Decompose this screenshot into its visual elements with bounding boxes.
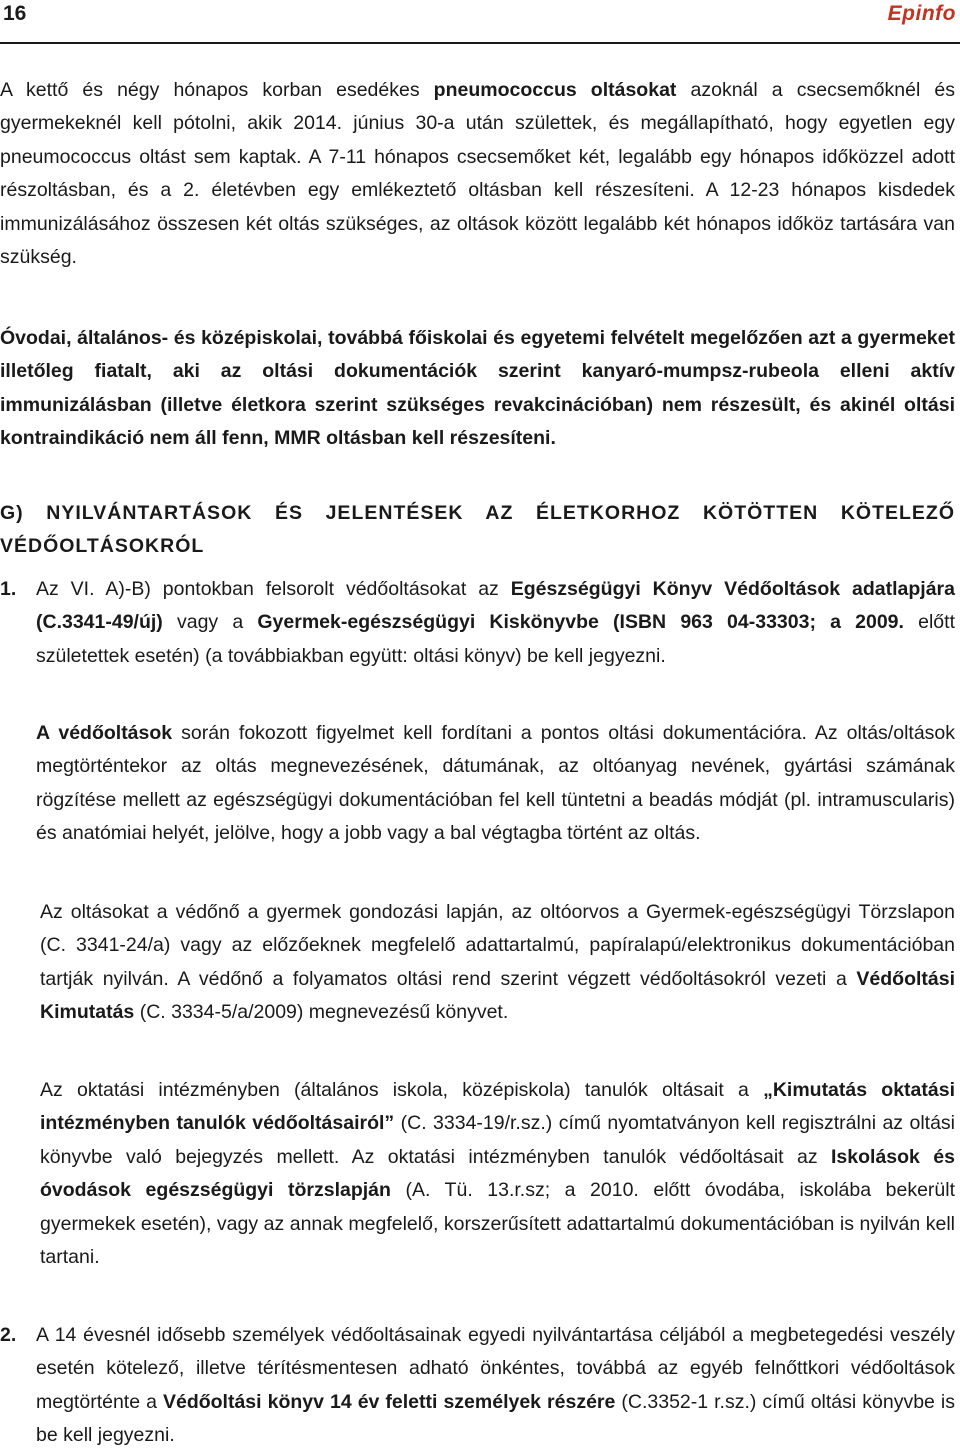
item-2-paragraph — [36, 1319, 955, 1453]
text: Az VI. A)-B) pontokban felsorolt védőoltásokat az — [36, 578, 511, 600]
page-number: 16 — [3, 2, 27, 25]
section-heading: G) NYILVÁNTARTÁSOK ÉS JELENTÉSEK AZ ÉLETKORHOZ KÖTÖTTEN KÖTELEZŐ VÉDŐOLTÁSOKRÓL — [0, 502, 955, 557]
text: előtt születettek esetén) (a továbbiakban együtt: oltási könyv) be kell jegyezni. — [36, 611, 955, 667]
text: vagy a — [162, 611, 258, 634]
paragraph-pneumococcus — [0, 74, 955, 274]
item-1-paragraph — [36, 573, 955, 673]
item-1-paragraph-registry — [40, 896, 955, 1030]
text: A kettő és négy hónapos korban esedékes — [0, 79, 434, 101]
text: Az oktatási intézményben (általános iskola, középiskola) tanulók oltásait a — [40, 1079, 764, 1101]
text: (C.3352-1 r.sz.) című oltási könyvbe is be kell jegyezni. — [36, 1390, 955, 1447]
bold-text: Védőoltási Kimutatás — [40, 967, 955, 1024]
item-1-paragraph-documentation — [36, 717, 955, 851]
text: Az oltásokat a védőnő a gyermek gondozási lapján, az oltóorvos a Gyermek-egészségügyi Törzslapon (C. 3341-24/a) vagy az előzőeknek megfelelő adattartalmú, papíralapú/elektronikus dokumentációban tartják nyilván. A védőnő a folyamatos oltási rend szerint végzett védőoltásokról vezeti a — [40, 901, 955, 990]
page-header — [0, 0, 960, 44]
bold-text: Gyermek-egészségügyi Kiskönyvbe (ISBN 963 04-33303; a 2009. — [257, 611, 904, 634]
item-number-2: 2. — [0, 1324, 17, 1346]
item-number-1: 1. — [0, 578, 17, 600]
paragraph-mmr: Óvodai, általános- és középiskolai, továbbá főiskolai és egyetemi felvételt megelőzően azt a gyermeket illetőleg fiatalt, aki az oltási dokumentációk szerint kanyaró-mumpsz-rubeola elleni aktív immunizálásban (illetve életkora szerint szükséges revakcinációban) nem részesült, és akinél oltási kontraindikáció nem áll fenn, MMR oltásban kell részesíteni. — [0, 327, 955, 450]
bold-text: Védőoltási könyv 14 év feletti személyek részére — [162, 1390, 616, 1413]
text: azoknál a csecsemőknél és gyermekeknél kell pótolni, akik 2014. június 30-a után születtek, és megállapítható, hogy egyetlen egy pneumococcus oltást sem kaptak. A 7-11 hónapos csecsemőket két, legalább egy hónapos időközzel adott részoltásban, és a 2. életévben egy emlékeztető oltásban kell részesíteni. A 12-23 hónapos kisdedek immunizálásához összesen két oltás szükséges, az oltások között legalább két hónapos időköz tartására van szükség. — [0, 79, 955, 269]
bold-text: „Kimutatás oktatási intézményben tanulók védőoltásairól” — [40, 1079, 956, 1135]
item-1-paragraph-school — [40, 1074, 955, 1274]
bold-text: pneumococcus oltásokat — [433, 79, 677, 101]
bold-text: Iskolások és óvodások egészségügyi törzslapján — [40, 1145, 955, 1202]
text: során fokozott figyelmet kell fordítani a pontos oltási dokumentációra. Az oltás/oltások megtörténtekor az oltás megnevezésének, dátumának, az oltóanyag nevének, gyártási számának rögzítése mellett az egészségügyi dokumentációban fel kell tüntetni a beadás módját (pl. intramuscularis) és anatómiai helyét, jelölve, hogy a jobb vagy a bal végtagba történt az oltás. — [36, 722, 956, 845]
text: A 14 évesnél idősebb személyek védőoltásainak egyedi nyilvántartása céljából a megbetegedési veszély esetén kötelező, illetve térítésmentesen adható önkéntes, továbbá az egyéb felnőttkori védőoltások megtörténte a — [36, 1324, 955, 1413]
text: (C. 3334-5/a/2009) megnevezésű könyvet. — [134, 1001, 509, 1024]
bold-text: A védőoltások — [36, 722, 173, 744]
text: (A. Tü. 13.r.sz; a 2010. előtt óvodába, iskolába bekerült gyermekek esetén), vagy az annak megfelelő, korszerűsített adattartalmú dokumentációban is nyilván kell tartani. — [40, 1179, 955, 1269]
text: (C. 3334-19/r.sz.) című nyomtatványon kell regisztrálni az oltási könyvbe való bejegyzés mellett. Az oktatási intézményben tanulók védőoltásait az — [40, 1112, 955, 1168]
brand-logo: Epinfo — [887, 2, 956, 25]
bold-text: Egészségügyi Könyv Védőoltások adatlapjára (C.3341-49/új) — [36, 578, 955, 634]
